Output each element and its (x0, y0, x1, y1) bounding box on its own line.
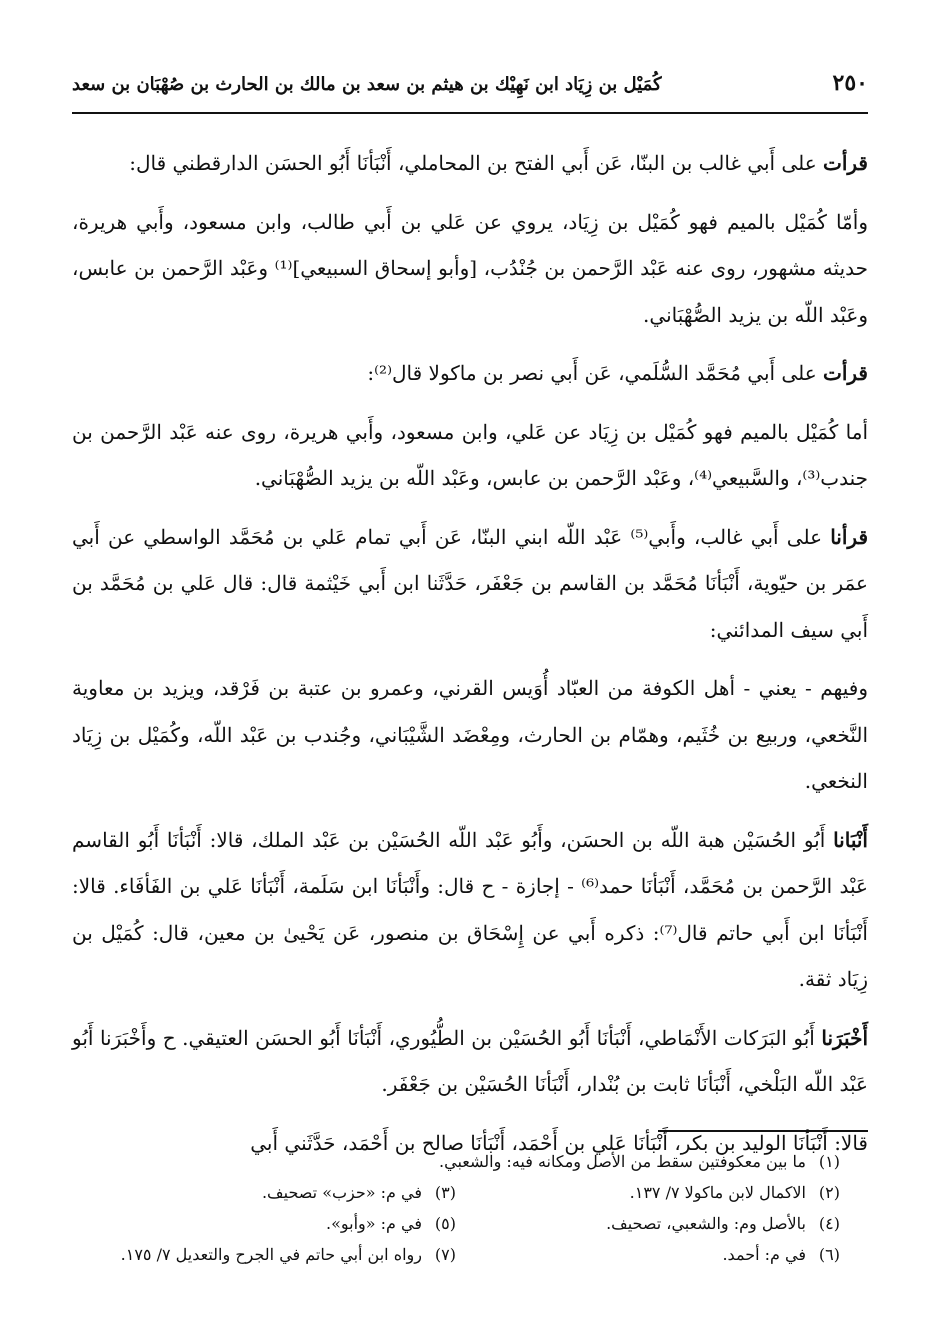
footnote-number: (٤) (818, 1214, 840, 1233)
paragraph-text: أَبُو الحُسَيْن هبة اللّه بن الحسَن، وأَبُو عَبْد اللّه الحُسَيْن بن عَبْد الملك، قالا: أَنْبَأنَا أَبُو القاسم عَبْد الرَّحمن بن مُحَمَّد، أَنْبَأنَا حمد⁽⁶⁾ - إجازة - ح قال: وأَنْبَأنَا ابن سَلَمة، أَنْبَأنَا عَلي بن الفَأفَاء. قالا: أَنْبَأنَا ابن أَبي حاتم قال⁽⁷⁾: ذكره أَبي عن إِسْحَاق بن منصور، عَن يَحْيىٰ بن معين، قال: كُمَيْل بن زِيَاد ثقة. (72, 827, 868, 991)
footnote-text: الاكمال لابن ماكولا ٧/ ١٣٧. (629, 1183, 806, 1202)
footnote-text: في م: «وأبو». (325, 1214, 422, 1233)
footnote-5 (72, 1208, 456, 1239)
paragraph-text: على أَبي مُحَمَّد السُّلَمي، عَن أَبي نصر بن ماكولا قال⁽²⁾: (367, 361, 824, 385)
footnote-2 (456, 1177, 840, 1208)
footnote-row (72, 1208, 840, 1239)
paragraph-text: وفيهم - يعني - أهل الكوفة من العبّاد أُوَيس القرني، وعمرو بن عتبة بن فَرْقد، ويزيد بن معاوية النَّخعي، وربيع بن خُثَيم، وهمّام بن الحارث، ومِعْضَد الشَّيْبَاني، وجُندب بن عَبْد اللّه، وكُمَيْل بن زِيَاد النخعي. (72, 676, 868, 793)
paragraph-lead: قرأت (823, 151, 868, 175)
footnote-7 (72, 1239, 456, 1270)
paragraph (72, 140, 868, 187)
footnote-4 (456, 1208, 840, 1239)
footnote-text: ما بين معكوفتين سقط من الأصل ومكانه فيه: والشعبي. (439, 1152, 806, 1171)
footnote-rule (658, 1130, 868, 1132)
paragraph-text: على أَبي غالب بن البنّا، عَن أَبي الفتح بن المحاملي، أَنْبَأنَا أَبُو الحسَن الدارقطني قال: (129, 151, 824, 175)
footnote-text: بالأصل وم: والشعبي، تصحيف. (606, 1214, 806, 1233)
header-rule (72, 112, 868, 114)
footnote-number: (٦) (818, 1245, 840, 1264)
main-text (72, 140, 868, 1178)
paragraph-lead: قرأت (823, 361, 868, 385)
footnote-row (72, 1146, 840, 1177)
paragraph-text: على أَبي غالب، وأَبي⁽⁵⁾ عَبْد اللّه ابني البنّا، عَن أَبي تمام عَلي بن مُحَمَّد الواسطي عن أَبي عمَر بن حيّوية، أَنْبَأنَا مُحَمَّد بن القاسم بن جَعْفَر، حَدَّثَنا ابن أَبي خَيْثمة قال: قال عَلي بن مُحَمَّد بن أَبي سيف المدائني: (72, 524, 868, 642)
page-number: ٢٥٠ (832, 70, 868, 96)
paragraph (72, 817, 868, 1003)
paragraph-lead: أَنْبَانا (833, 827, 868, 852)
footnote-1 (72, 1146, 840, 1177)
paragraph-lead: أَخْبَرَنا (821, 1025, 868, 1050)
footnote-number: (٧) (434, 1245, 456, 1264)
paragraph (72, 1015, 868, 1108)
footnote-text: في م: أحمد. (722, 1245, 806, 1264)
footnote-6 (456, 1239, 840, 1270)
footnote-number: (١) (818, 1152, 840, 1171)
footnote-number: (٢) (818, 1183, 840, 1202)
footnote-text: رواه ابن أبي حاتم في الجرح والتعديل ٧/ ١٧٥. (120, 1245, 422, 1264)
footnote-number: (٥) (434, 1214, 456, 1233)
paragraph-text: قالا: أَنْبَأنَا الوليد بن بكر، أَنْبَأنَا عَلي بن أَحْمَد، أَنْبَأنَا صالح بن أَحْمَد، حَدَّثَني أَبي (250, 1130, 868, 1155)
running-title: كُمَيْل بن زِيَاد ابن نَهِيْك بن هيثم بن سعد بن مالك بن الحارث بن صُهْبَان بن سعد (72, 74, 662, 95)
footnote-number: (٣) (434, 1183, 456, 1202)
paragraph (72, 409, 868, 502)
paragraph-text: وأمّا كُمَيْل بالميم فهو كُمَيْل بن زِيَاد، يروي عن عَلي بن أَبي طالب، وابن مسعود، وأَبي هريرة، حديثه مشهور، روى عنه عَبْد الرَّحمن بن جُنْدُب، [وأبو إسحاق السبيعي]⁽¹⁾ وعَبْد الرَّحمن بن عابس، وعَبْد اللّه بن يزيد الصُّهْبَاني. (72, 209, 868, 327)
paragraph (72, 665, 868, 805)
footnote-row (72, 1177, 840, 1208)
footnotes (72, 1146, 840, 1270)
footnote-3 (72, 1177, 456, 1208)
paragraph (72, 514, 868, 654)
paragraph (72, 199, 868, 339)
page-header (72, 70, 868, 96)
paragraph-lead: قرأنا (830, 524, 868, 549)
footnote-row (72, 1239, 840, 1270)
paragraph (72, 350, 868, 397)
footnote-text: في م: «حزب» تصحيف. (261, 1183, 422, 1202)
paragraph-text: أما كُمَيْل بالميم فهو كُمَيْل بن زِيَاد عن عَلي، وابن مسعود، وأَبي هريرة، روى عنه عَبْد الرَّحمن بن جندب⁽³⁾، والسَّبيعي⁽⁴⁾، وعَبْد الرَّحمن بن عابس، وعَبْد اللّه بن يزيد الصُّهْبَاني. (72, 419, 868, 490)
paragraph-text: أَبُو البَرَكات الأَنْمَاطي، أَنْبَأنَا أَبُو الحُسَيْن بن الطُّيُوري، أَنْبَأنَا أَبُو الحسَن العتيقي. ح وأَخْبَرَنا أَبُو عَبْد اللّه البَلْخي، أَنْبَأنَا ثابت بن بُنْدار، أَنْبَأنَا الحُسَيْن بن جَعْفَر. (72, 1025, 868, 1096)
